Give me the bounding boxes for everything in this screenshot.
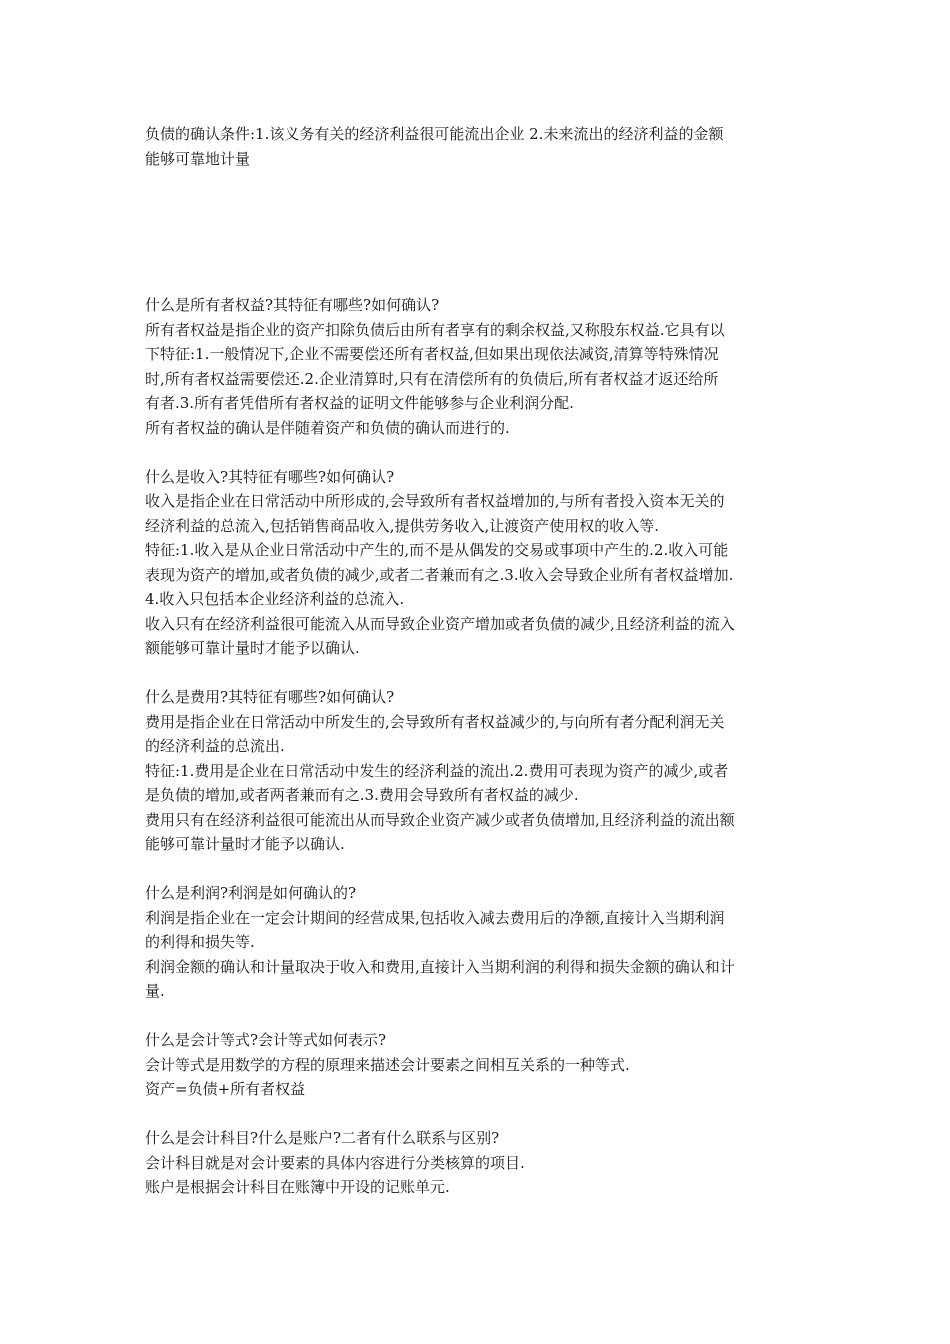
spacer (145, 171, 813, 293)
text-line: 能够可靠地计量 (145, 149, 251, 168)
text-line: 有者.3.所有者凭借所有者权益的证明文件能够参与企业利润分配. (145, 394, 574, 412)
text-line: 经济利益的总流入,包括销售商品收入,提供劳务收入,让渡资产使用权的收入等. (145, 516, 660, 535)
text-line: 特征:1.收入是从企业日常活动中产生的,而不是从偶发的交易或事项中产生的.2.收入可能 (145, 541, 729, 559)
section-question: 什么是所有者权益?其特征有哪些?如何确认? (145, 296, 440, 314)
section-question: 什么是收入?其特征有哪些?如何确认? (145, 467, 395, 486)
intro-paragraph (145, 122, 813, 171)
text-line: 4.收入只包括本企业经济利益的总流入. (145, 590, 405, 608)
spacer (145, 1102, 813, 1127)
text-line: 负债的确认条件:1.该义务有关的经济利益很可能流出企业 2.未来流出的经济利益的金额 (145, 125, 724, 143)
text-line: 能够可靠计量时才能予以确认. (145, 835, 345, 853)
text-line: 费用是指企业在日常活动中所发生的,会导致所有者权益减少的,与向所有者分配利润无关 (145, 712, 725, 731)
text-line: 账户是根据会计科目在账簿中开设的记账单元. (145, 1178, 450, 1196)
section-accounting-equation (145, 1028, 813, 1102)
text-line: 下特征:1.一般情况下,企业不需要偿还所有者权益,但如果出现依法减资,清算等特殊情况 (145, 345, 719, 363)
spacer (145, 440, 813, 465)
text-line: 收入只有在经济利益很可能流入从而导致企业资产增加或者负债的减少,且经济利益的流入 (145, 614, 735, 633)
text-line: 时,所有者权益需要偿还.2.企业清算时,只有在清偿所有的负债后,所有者权益才返还给所 (145, 369, 719, 388)
text-line: 利润金额的确认和计量取决于收入和费用,直接计入当期利润的利得和损失金额的确认和计 (145, 957, 735, 976)
section-question: 什么是会计科目?什么是账户?二者有什么联系与区别? (145, 1129, 500, 1147)
text-line: 是负债的增加,或者两者兼而有之.3.费用会导致所有者权益的减少. (145, 786, 579, 804)
section-expenses (145, 685, 813, 857)
text-line: 会计科目就是对会计要素的具体内容进行分类核算的项目. (145, 1153, 525, 1172)
text-line: 资产=负债+所有者权益 (145, 1080, 306, 1098)
text-line: 额能够可靠计量时才能予以确认. (145, 639, 360, 657)
section-question: 什么是利润?利润是如何确认的? (145, 884, 357, 902)
section-profit (145, 881, 813, 1004)
text-line: 量. (145, 982, 165, 1000)
section-accounts (145, 1126, 813, 1200)
text-line: 的利得和损失等. (145, 933, 255, 951)
text-line: 所有者权益是指企业的资产扣除负债后由所有者享有的剩余权益,又称股东权益.它具有以 (145, 320, 725, 339)
spacer (145, 857, 813, 882)
text-line: 的经济利益的总流出. (145, 737, 285, 755)
spacer (145, 1004, 813, 1029)
text-line: 利润是指企业在一定会计期间的经营成果,包括收入减去费用后的净额,直接计入当期利润 (145, 908, 725, 927)
text-line: 所有者权益的确认是伴随着资产和负债的确认而进行的. (145, 418, 510, 437)
document-page (145, 122, 813, 1200)
section-question: 什么是会计等式?会计等式如何表示? (145, 1031, 387, 1049)
text-line: 收入是指企业在日常活动中所形成的,会导致所有者权益增加的,与所有者投入资本无关的 (145, 492, 725, 510)
section-owners-equity (145, 293, 813, 440)
text-line: 会计等式是用数学的方程的原理来描述会计要素之间相互关系的一种等式. (145, 1055, 630, 1074)
text-line: 表现为资产的增加,或者负债的减少,或者二者兼而有之.3.收入会导致企业所有者权益增加. (145, 565, 734, 584)
text-line: 特征:1.费用是企业在日常活动中发生的经济利益的流出.2.费用可表现为资产的减少,或者 (145, 761, 729, 780)
section-question: 什么是费用?其特征有哪些?如何确认? (145, 688, 395, 706)
text-line: 费用只有在经济利益很可能流出从而导致企业资产减少或者负债增加,且经济利益的流出额 (145, 810, 735, 829)
spacer (145, 661, 813, 686)
section-revenue (145, 465, 813, 661)
